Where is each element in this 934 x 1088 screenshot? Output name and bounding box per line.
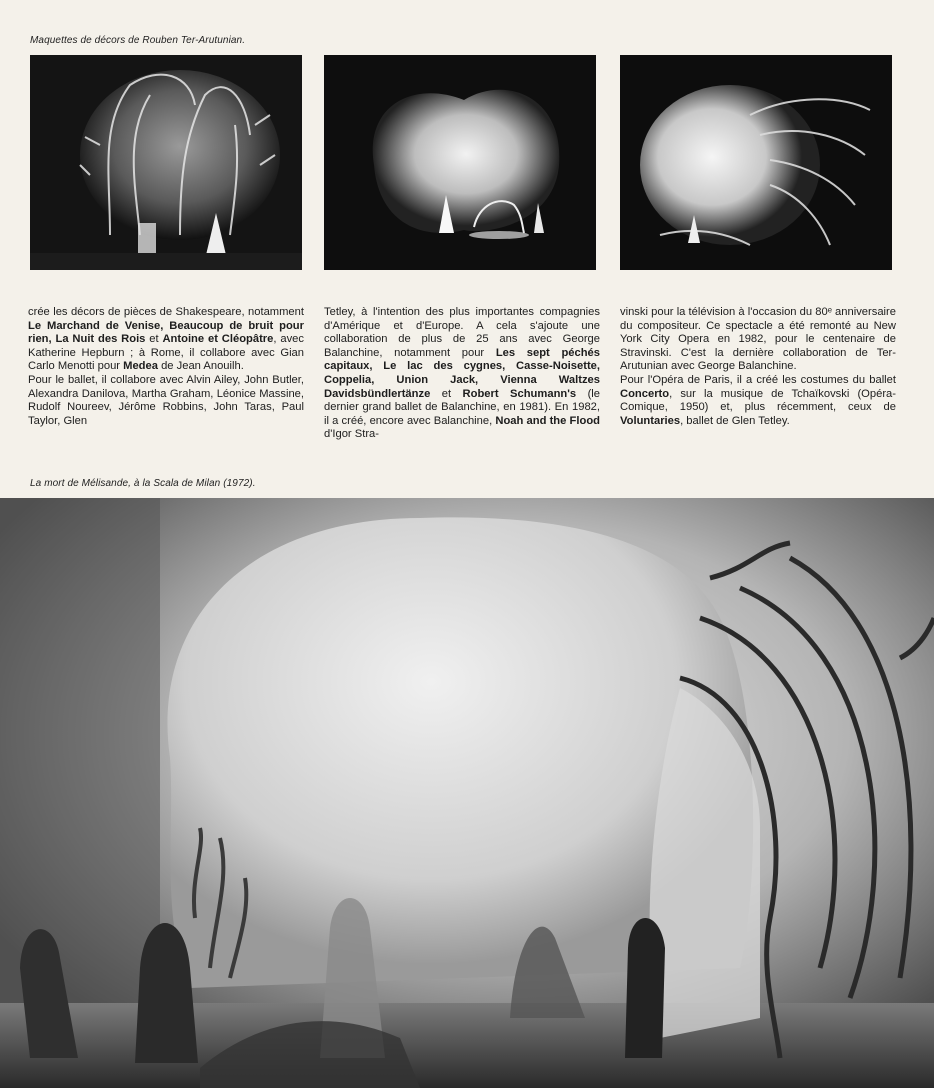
col3-text-4: , ballet de Glen Tetley. [680, 414, 790, 427]
col3-title-concerto: Concerto [620, 387, 670, 400]
col3-text-3: , sur la musique de Tchaïkovski (Opéra-Comique, 1950) et, plus récemment, ceux de [620, 387, 896, 414]
col2-text-3: (le dernier grand ballet de Balanchine, en 1981). En 1982, il a créé, encore avec Balanchine, [324, 387, 601, 427]
col1-text-3: , avec Katherine Hepburn ; à Rome, il collabore avec Gian Carlo Menotti pour [28, 333, 304, 373]
col1-title-shakespeare: Le Marchand de Venise, Beaucoup de bruit pour rien, La Nuit des Rois [28, 319, 304, 346]
col1-paragraph-2: Pour le ballet, il collabore avec Alvin Ailey, John Butler, Alexandra Danilova, Martha Graham, Léonice Massine, Rudolf Noureev, Jérôme Robbins, John Taras, Paul Taylor, Glen [28, 373, 304, 427]
col1-text-4: de Jean Anouilh. [157, 360, 244, 373]
text-column-1 [28, 306, 304, 428]
col1-text-1: crée les décors de pièces de Shakespeare, notamment [28, 306, 304, 318]
col2-title-schumann: Robert Schumann's [462, 387, 577, 400]
stage-model-photo-cloud [324, 55, 596, 270]
caption-stage-models: Maquettes de décors de Rouben Ter-Arutunian. [30, 35, 246, 46]
text-column-2 [324, 306, 600, 442]
col2-title-noah: Noah and the Flood [495, 414, 600, 427]
col2-text-1: Tetley, à l'intention des plus importantes compagnies d'Amérique et d'Europe. A cela s'ajoute une collaboration de plus de 25 ans avec George Balanchine, notamment pour [324, 306, 600, 359]
stage-photo-melisande [0, 498, 934, 1088]
col3-text-1: vinski pour la télévision à l'occasion du 80ᵉ anniversaire du compositeur. Ce spectacle a été remonté au New York City Opera en 1982, pour le centenaire de Stravinski. C'est la dernière collaboration de Ter-Arutunian avec George Balanchine. [620, 306, 896, 373]
col2-text-4: d'Igor Stra- [324, 428, 379, 441]
caption-melisande: La mort de Mélisande, à la Scala de Milan (1972). [30, 478, 256, 489]
stage-model-photo-tree [30, 55, 302, 270]
col1-text-2: et [145, 333, 163, 346]
col3-title-voluntaries: Voluntaries [620, 414, 681, 427]
col2-text-2: et [430, 387, 463, 400]
col3-text-2: Pour l'Opéra de Paris, il a créé les costumes du ballet [620, 373, 896, 386]
col1-title-antoine: Antoine et Cléopâtre [162, 333, 274, 346]
stage-model-photo-sphere [620, 55, 892, 270]
col1-title-medea: Medea [123, 360, 158, 373]
col2-title-ballets: Les sept péchés capitaux, Le lac des cygnes, Casse-Noisette, Coppelia, Union Jack, Vienna Waltzes Davidsbündlertänze [324, 346, 600, 400]
text-column-3 [620, 306, 896, 428]
